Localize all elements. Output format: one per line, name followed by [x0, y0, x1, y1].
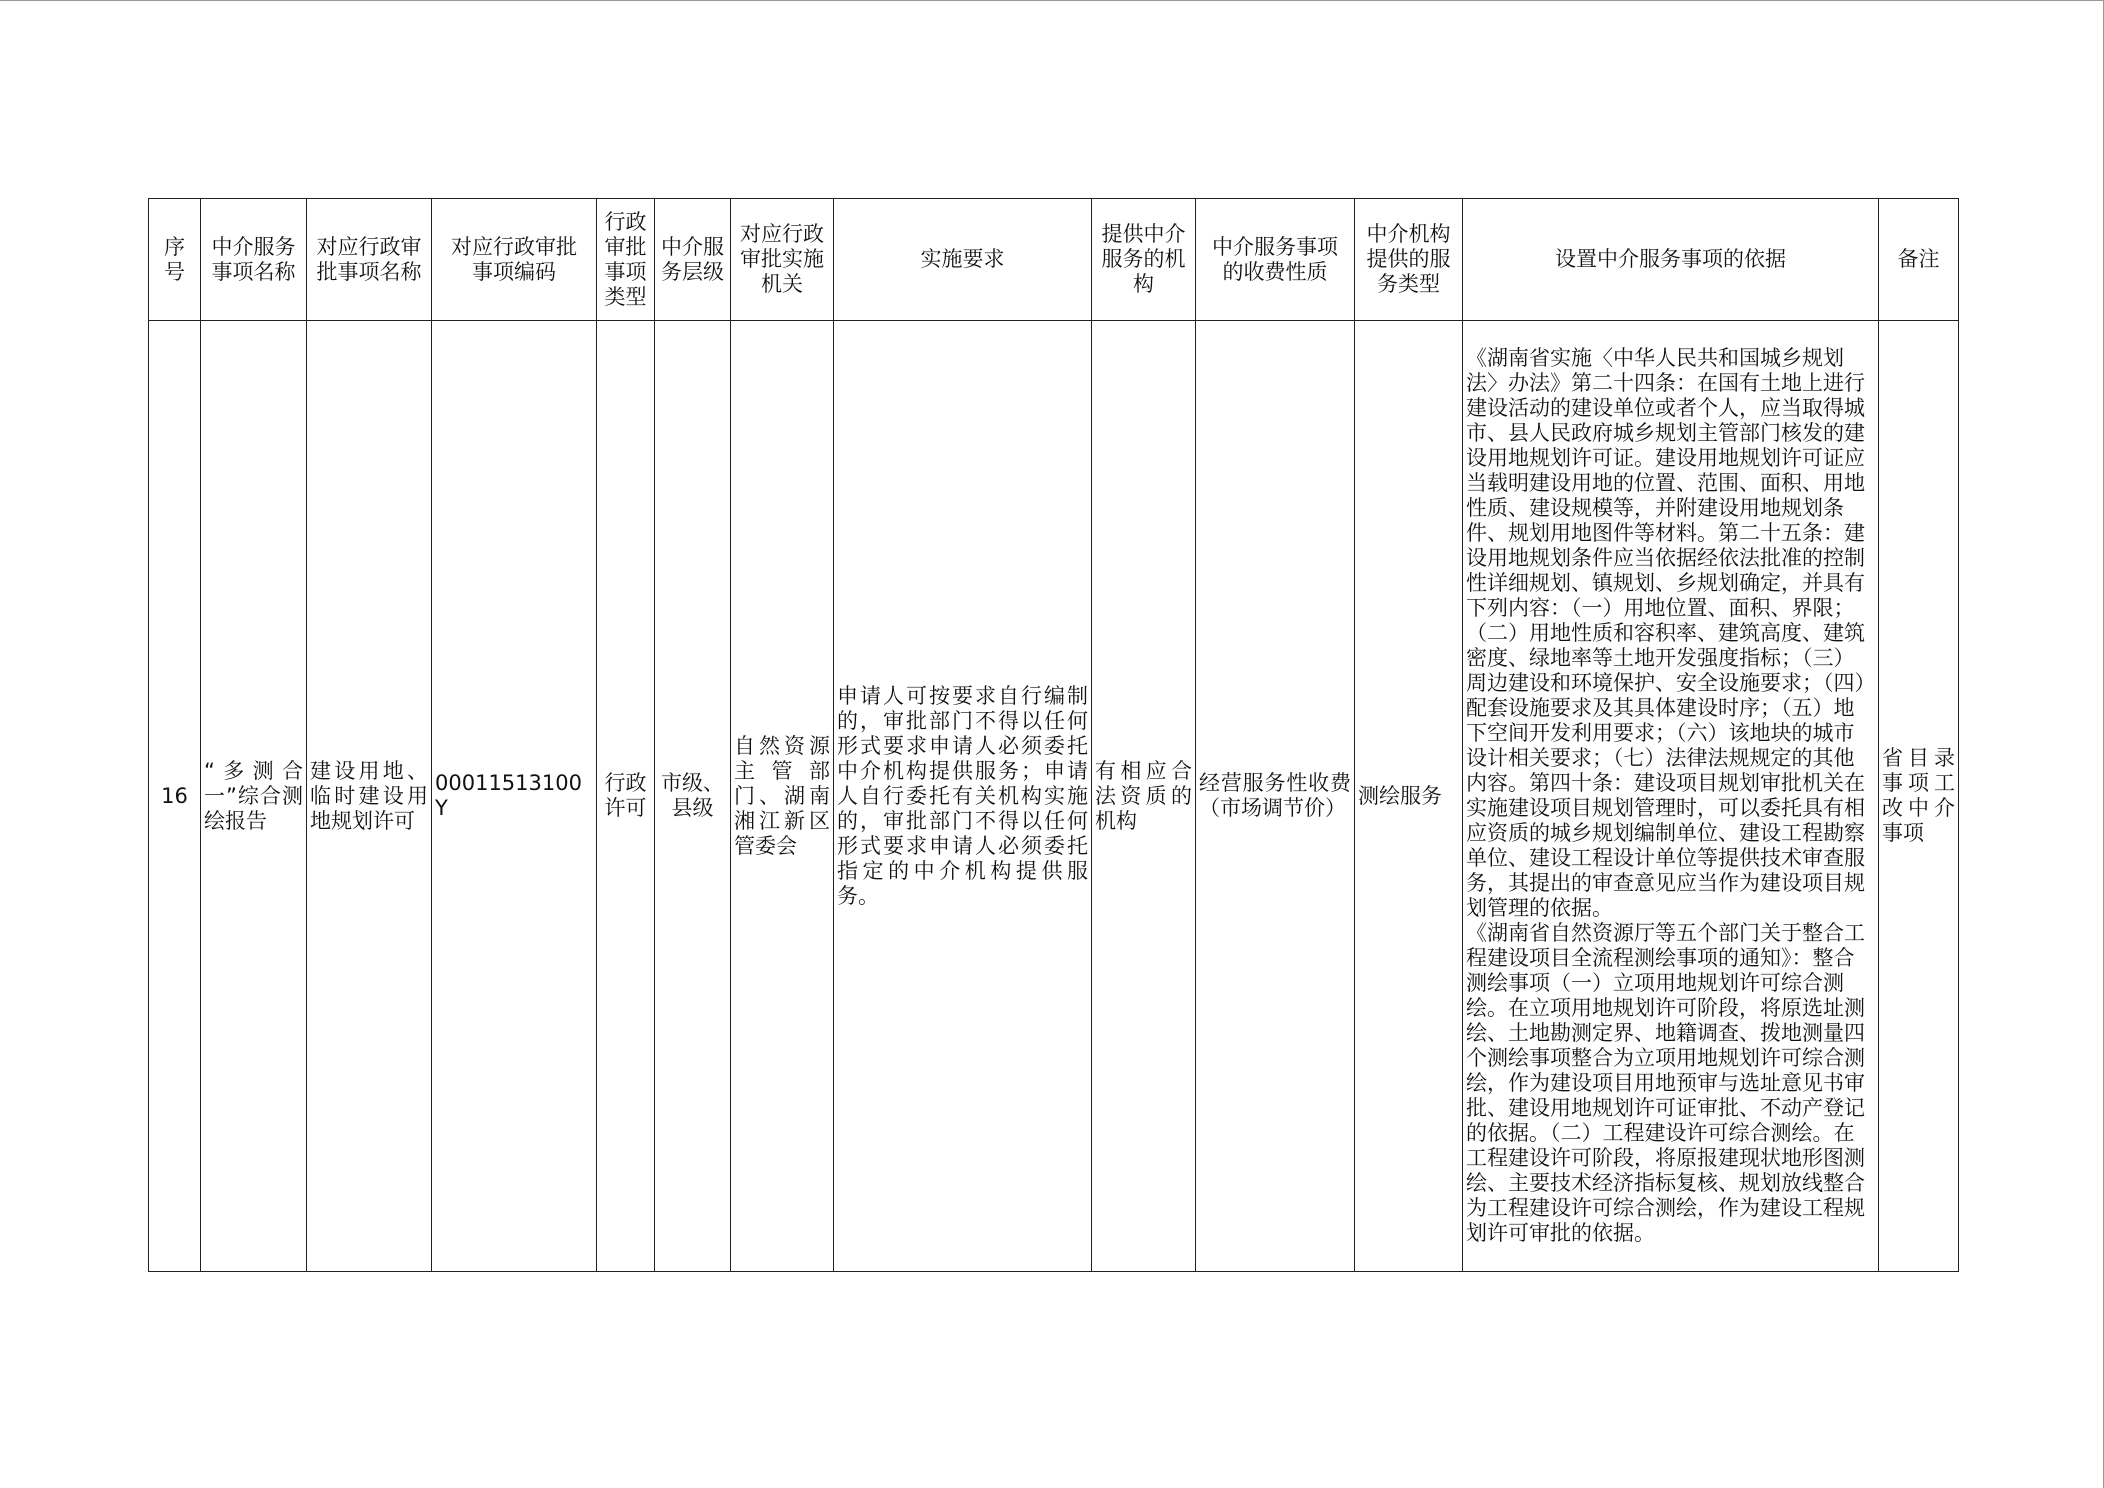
header-seq: 序号: [149, 199, 201, 321]
header-approval-agency: 对应行政审批实施机关: [731, 199, 834, 321]
header-remarks: 备注: [1879, 199, 1959, 321]
cell-approval-agency: 自然资源主管部门、湖南湘江新区管委会: [731, 321, 834, 1272]
cell-seq: 16: [149, 321, 201, 1272]
table-header-row: [149, 199, 1959, 321]
cell-remarks: 省目录事项工改中介事项: [1879, 321, 1959, 1272]
header-service-type: 中介机构提供的服务类型: [1355, 199, 1463, 321]
cell-approval-code: 00011513100Y: [432, 321, 597, 1272]
header-approval-name: 对应行政审批事项名称: [307, 199, 432, 321]
cell-provider: 有相应合法资质的机构: [1092, 321, 1196, 1272]
header-approval-type: 行政审批事项类型: [597, 199, 655, 321]
cell-fee-nature: 经营服务性收费（市场调节价）: [1196, 321, 1355, 1272]
header-service-level: 中介服务层级: [655, 199, 731, 321]
cell-service-level: 市级、县级: [655, 321, 731, 1272]
cell-service-name: “多测合一”综合测绘报告: [201, 321, 307, 1272]
header-basis: 设置中介服务事项的依据: [1463, 199, 1879, 321]
cell-approval-name: 建设用地、临时建设用地规划许可: [307, 321, 432, 1272]
intermediary-service-table: [148, 198, 1959, 1272]
header-fee-nature: 中介服务事项的收费性质: [1196, 199, 1355, 321]
header-approval-code: 对应行政审批事项编码: [432, 199, 597, 321]
header-service-name: 中介服务事项名称: [201, 199, 307, 321]
basis-paragraph-1: 《湖南省实施〈中华人民共和国城乡规划法〉办法》第二十四条：在国有土地上进行建设活动的建设单位或者个人，应当取得城市、县人民政府城乡规划主管部门核发的建设用地规划许可证。建设用地规划许可证应当载明建设用地的位置、范围、面积、用地性质、建设规模等，并附建设用地规划条件、规划用地图件等材料。第二十五条：建设用地规划条件应当依据经依法批准的控制性详细规划、镇规划、乡规划确定，并具有下列内容：（一）用地位置、面积、界限；（二）用地性质和容积率、建筑高度、建筑密度、绿地率等土地开发强度指标；（三）周边建设和环境保护、安全设施要求；（四）配套设施要求及其具体建设时序；（五）地下空间开发利用要求；（六）该地块的城市设计相关要求；（七）法律法规规定的其他内容。第四十条：建设项目规划审批机关在实施建设项目规划管理时，可以委托具有相应资质的城乡规划编制单位、建设工程勘察单位、建设工程设计单位等提供技术审查服务，其提出的审查意见应当作为建设项目规划管理的依据。: [1466, 346, 1865, 920]
header-requirements: 实施要求: [834, 199, 1092, 321]
page-top-border: [0, 0, 2104, 1]
header-provider: 提供中介服务的机构: [1092, 199, 1196, 321]
cell-approval-type: 行政许可: [597, 321, 655, 1272]
cell-service-type: 测绘服务: [1355, 321, 1463, 1272]
cell-requirements: 申请人可按要求自行编制的，审批部门不得以任何形式要求申请人必须委托中介机构提供服务；申请人自行委托有关机构实施的，审批部门不得以任何形式要求申请人必须委托指定的中介机构提供服务。: [834, 321, 1092, 1272]
cell-basis: [1463, 321, 1879, 1272]
basis-paragraph-2: 《湖南省自然资源厅等五个部门关于整合工程建设项目全流程测绘事项的通知》：整合测绘事项（一）立项用地规划许可综合测绘。在立项用地规划许可阶段，将原选址测绘、土地勘测定界、地籍调查、拨地测量四个测绘事项整合为立项用地规划许可综合测绘，作为建设项目用地预审与选址意见书审批、建设用地规划许可证审批、不动产登记的依据。（二）工程建设许可综合测绘。在工程建设许可阶段，将原报建现状地形图测绘、主要技术经济指标复核、规划放线整合为工程建设许可综合测绘，作为建设工程规划许可审批的依据。: [1466, 921, 1865, 1245]
table-row: [149, 321, 1959, 1272]
